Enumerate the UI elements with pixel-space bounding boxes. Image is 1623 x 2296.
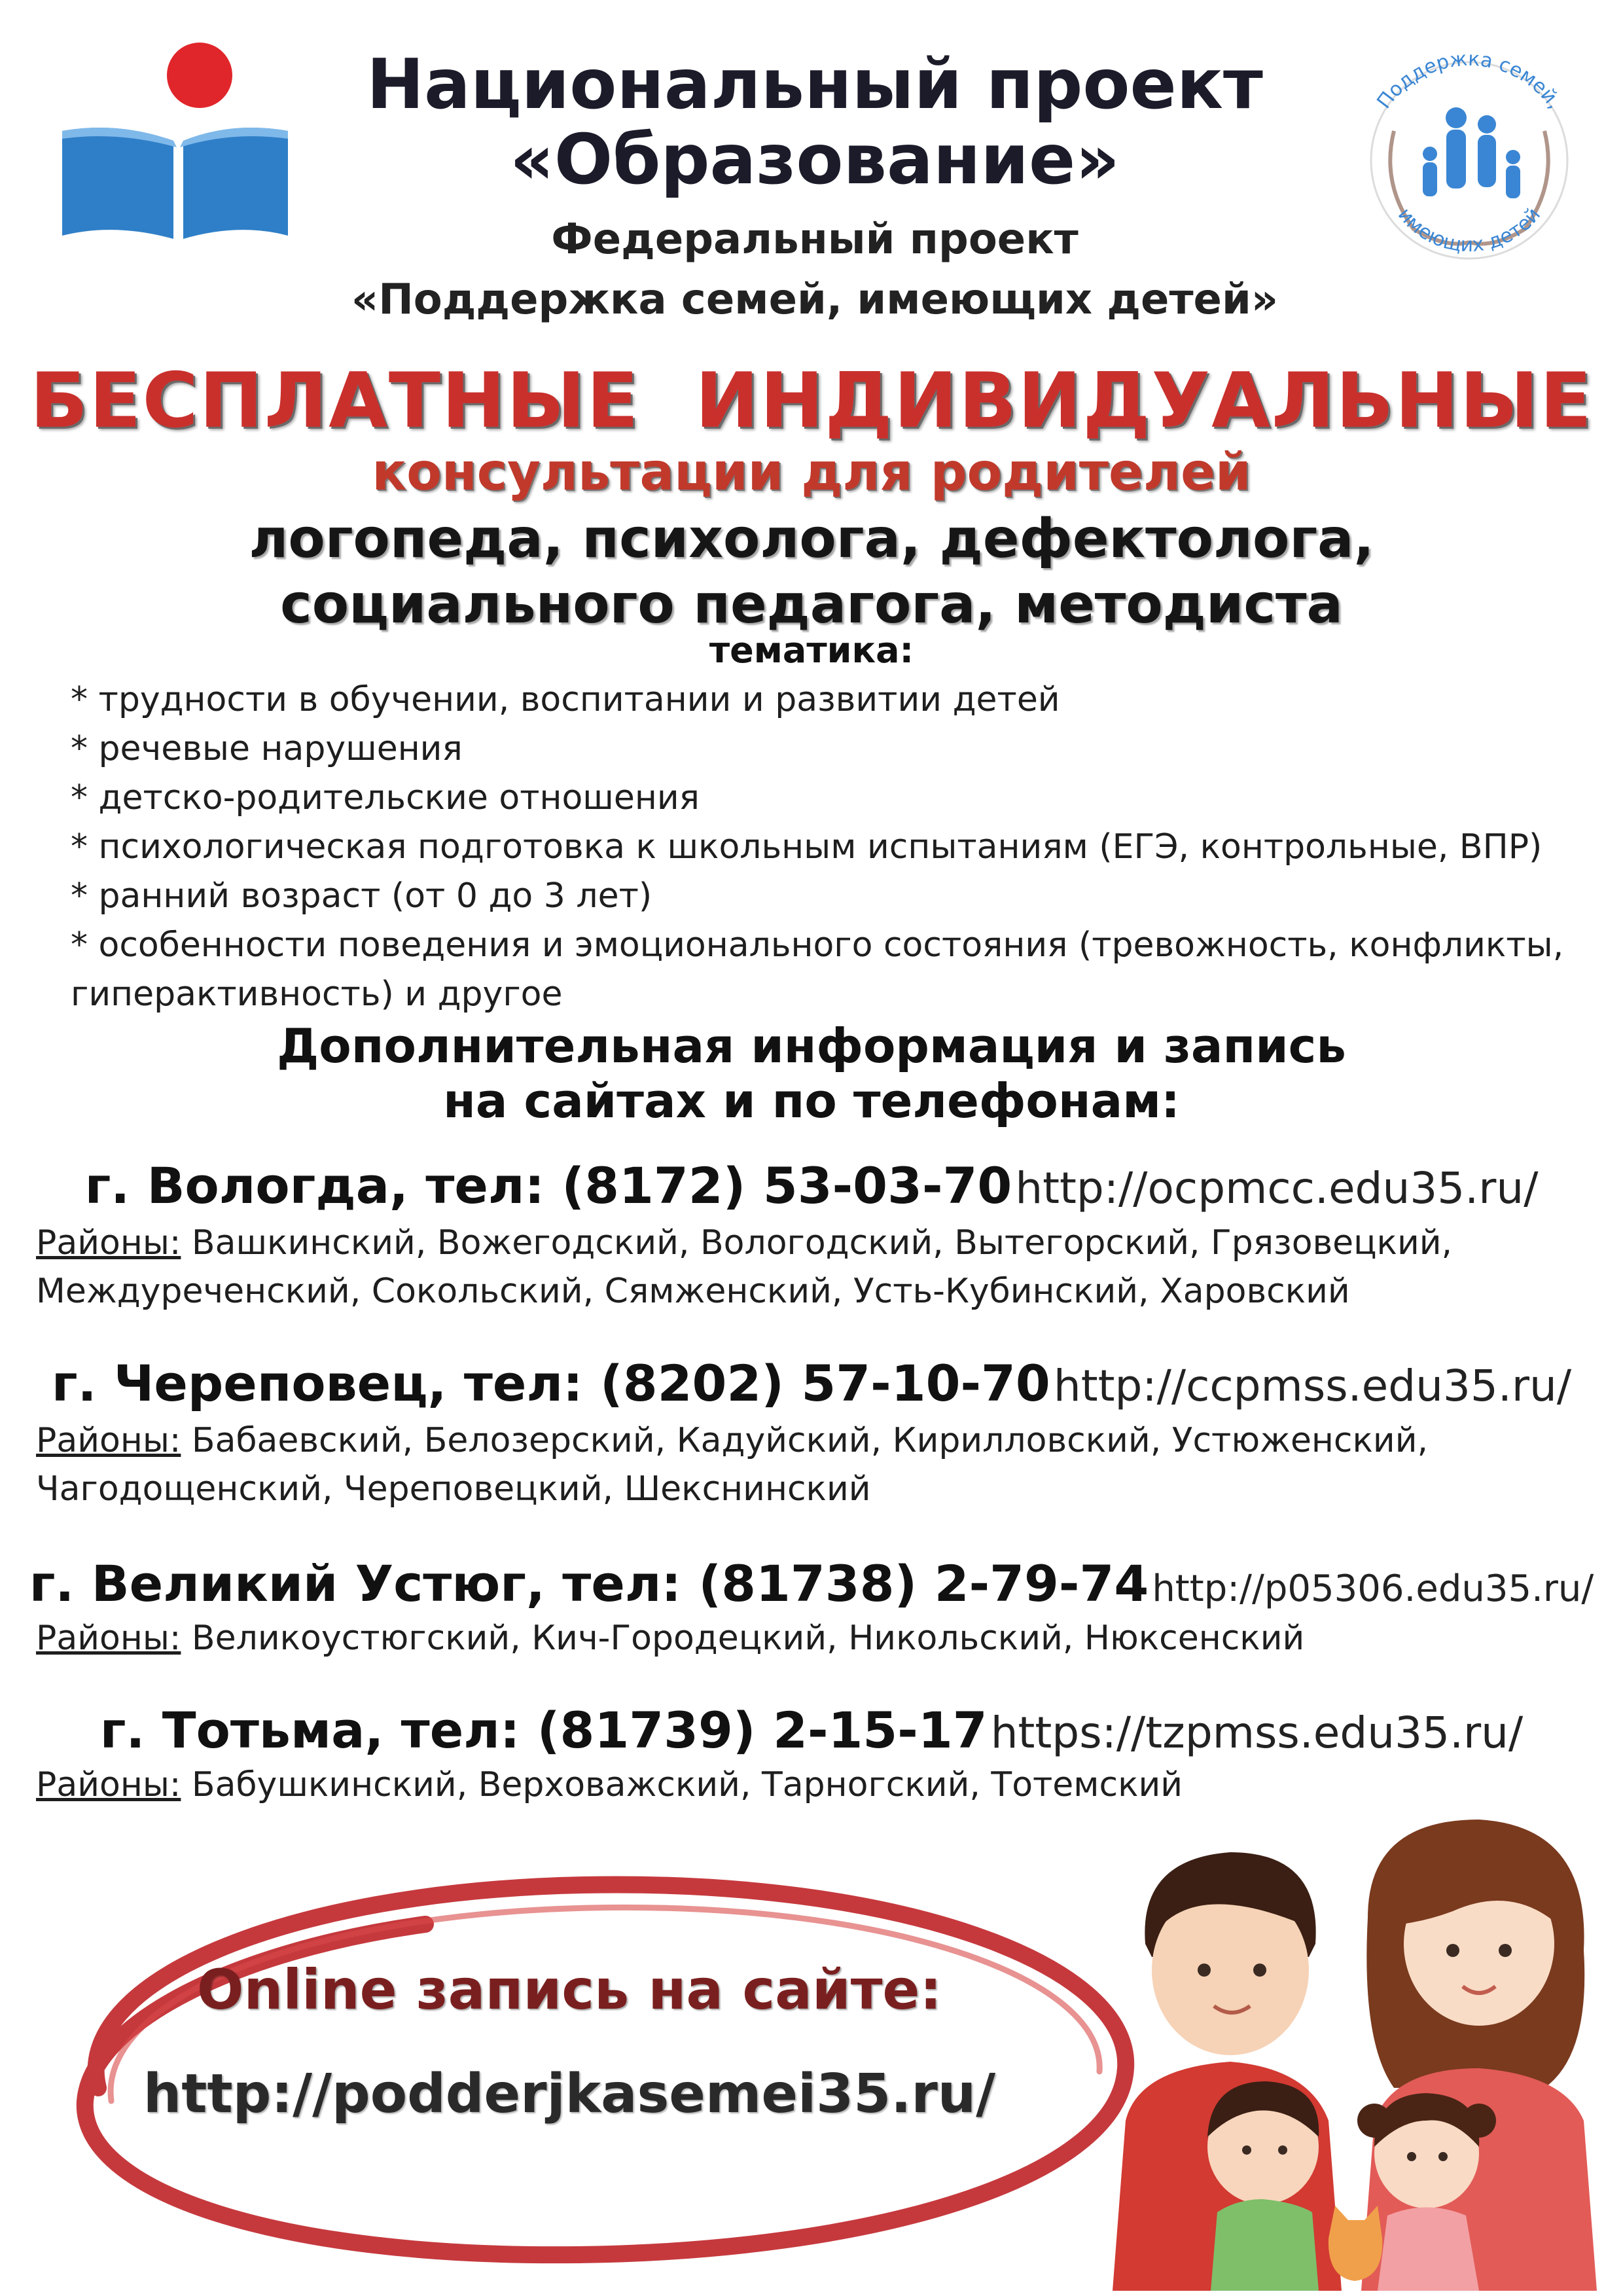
city-totma-url-link[interactable]: https://tzpmss.edu35.ru/ (990, 1708, 1524, 1758)
city-vologda-phone: г. Вологда, тел: (8172) 53-03-70 (84, 1157, 1012, 1215)
family-illustration-icon (1086, 1780, 1610, 2291)
additional-info-line1: Дополнительная информация и запись (277, 1018, 1346, 1073)
city-cherepovets-phone: г. Череповец, тел: (8202) 57-10-70 (51, 1354, 1050, 1412)
city-veliky-ustyug-url-link[interactable]: http://p05306.edu35.ru/ (1152, 1568, 1594, 1610)
national-project-line2: «Образование» (509, 120, 1120, 200)
federal-project-title (301, 209, 1329, 330)
city-vologda-districts (36, 1219, 1594, 1316)
topics-list (71, 675, 1589, 1019)
districts-text: Междуреченский, Сокольский, Сямженский, Усть-Кубинский, Харовский (36, 1272, 1350, 1311)
topics-title: тематика: (709, 630, 914, 671)
consultations-subheadline: консультации для родителей (372, 443, 1251, 502)
federal-project-line2: «Поддержка семей, имеющих детей» (351, 276, 1279, 324)
districts-label: Районы: (36, 1765, 181, 1804)
city-veliky-ustyug-districts (36, 1614, 1594, 1662)
list-item: гиперактивность) и другое (71, 975, 563, 1014)
online-booking-url-link[interactable]: http://podderjkasemei35.ru/ (143, 2063, 996, 2125)
districts-label: Районы: (36, 1223, 181, 1263)
list-item: * психологическая подготовка к школьным испытаниям (ЕГЭ, контрольные, ВПР) (71, 827, 1543, 867)
districts-text: Великоустюгский, Кич-Городецкий, Никольский, Нюксенский (181, 1619, 1305, 1658)
cat-icon (1329, 2206, 1382, 2281)
list-item: * детско-родительские отношения (71, 778, 700, 817)
districts-label: Районы: (36, 1619, 181, 1658)
districts-text: Вашкинский, Вожегодский, Вологодский, Вытегорский, Грязовецкий, (181, 1223, 1453, 1263)
national-project-line1: Национальный проект (366, 45, 1263, 124)
city-totma-phone: г. Тотьма, тел: (81739) 2-15-17 (99, 1701, 988, 1759)
education-project-logo-icon (56, 26, 291, 242)
logo-book-left-icon (62, 128, 173, 239)
districts-text: Чагодощенский, Череповецкий, Шекснинский (36, 1469, 871, 1509)
districts-text: Бабаевский, Белозерский, Кадуйский, Кирилловский, Устюженский, (181, 1421, 1429, 1460)
list-item: * особенности поведения и эмоционального состояния (тревожность, конфликты, (71, 925, 1564, 965)
additional-info-heading (0, 1018, 1623, 1128)
family-support-logo-icon (1342, 33, 1597, 288)
national-project-title (301, 47, 1329, 198)
federal-project-line1: Федеральный проект (551, 215, 1079, 264)
city-vologda-url-link[interactable]: http://ocpmcc.edu35.ru/ (1015, 1163, 1539, 1213)
online-booking-title: Online запись на сайте: (197, 1958, 942, 2022)
specialists-list (0, 507, 1623, 637)
family-logo-top-text: Поддержка семей, (1372, 47, 1566, 113)
city-cherepovets-districts (36, 1416, 1594, 1513)
city-cherepovets-url-link[interactable]: http://ccpmss.edu35.ru/ (1053, 1361, 1572, 1411)
specialists-line1: логопеда, психолога, дефектолога, (249, 508, 1374, 570)
districts-text: Бабушкинский, Верховажский, Тарногский, Тотемский (181, 1765, 1183, 1804)
specialists-line2: социального педагога, методиста (280, 573, 1343, 636)
logo-sun-icon (167, 43, 232, 108)
list-item: * трудности в обучении, воспитании и развитии детей (71, 680, 1060, 719)
list-item: * ранний возраст (от 0 до 3 лет) (71, 876, 652, 916)
districts-label: Районы: (36, 1421, 181, 1460)
free-consultations-headline: БЕСПЛАТНЫЕ ИНДИВИДУАЛЬНЫЕ (29, 357, 1594, 445)
logo-book-right-icon (183, 128, 288, 239)
family-logo-bottom-text: имеющих детей (1393, 203, 1546, 257)
list-item: * речевые нарушения (71, 729, 463, 768)
additional-info-line2: на сайтах и по телефонам: (443, 1073, 1180, 1128)
city-veliky-ustyug-phone: г. Великий Устюг, тел: (81738) 2-79-74 (29, 1554, 1149, 1613)
